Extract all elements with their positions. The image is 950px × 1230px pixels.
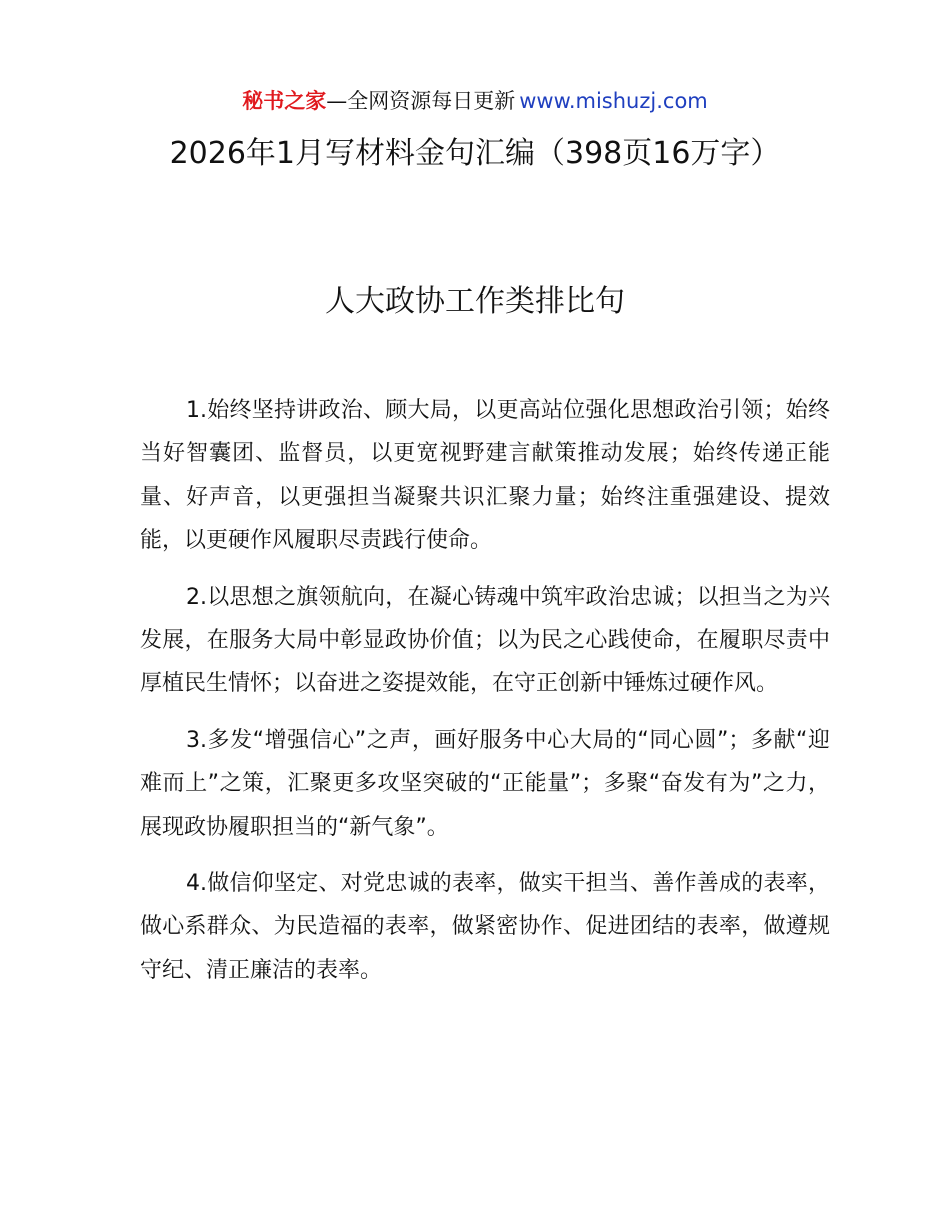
section-title: 人大政协工作类排比句 <box>325 284 625 319</box>
site-url-link[interactable]: www.mishuzj.com <box>519 89 708 113</box>
paragraph-4: 4.做信仰坚定、对党忠诚的表率，做实干担当、善作善成的表率，做心系群众、为民造福的表率，做紧密协作、促进团结的表率，做遵规守纪、清正廉洁的表率。 <box>140 871 830 983</box>
brand-name: 秘书之家 <box>242 89 327 113</box>
paragraph-3: 3.多发“增强信心”之声，画好服务中心大局的“同心圆”；多献“迎难而上”之策，汇聚更多攻坚突破的“正能量”；多聚“奋发有为”之力，展现政协履职担当的“新气象”。 <box>140 727 830 840</box>
page-header <box>0 86 950 116</box>
paragraph-1: 1.始终坚持讲政治、顾大局，以更高站位强化思想政治引领；始终当好智囊团、监督员，以更宽视野建言献策推动发展；始终传递正能量、好声音，以更强担当凝聚共识汇聚力量；始终注重强建设、提效能，以更硬作风履职尽责践行使命。 <box>140 398 830 554</box>
header-tagline: —全网资源每日更新 <box>326 89 516 113</box>
document-body <box>140 389 830 1005</box>
paragraph-2: 2.以思想之旗领航向，在凝心铸魂中筑牢政治忠诚；以担当之为兴发展，在服务大局中彰显政协价值；以为民之心践使命，在履职尽责中厚植民生情怀；以奋进之姿提效能，在守正创新中锤炼过硬作风。 <box>140 584 830 697</box>
document-title: 2026年1月写材料金句汇编（398页16万字） <box>169 136 781 171</box>
